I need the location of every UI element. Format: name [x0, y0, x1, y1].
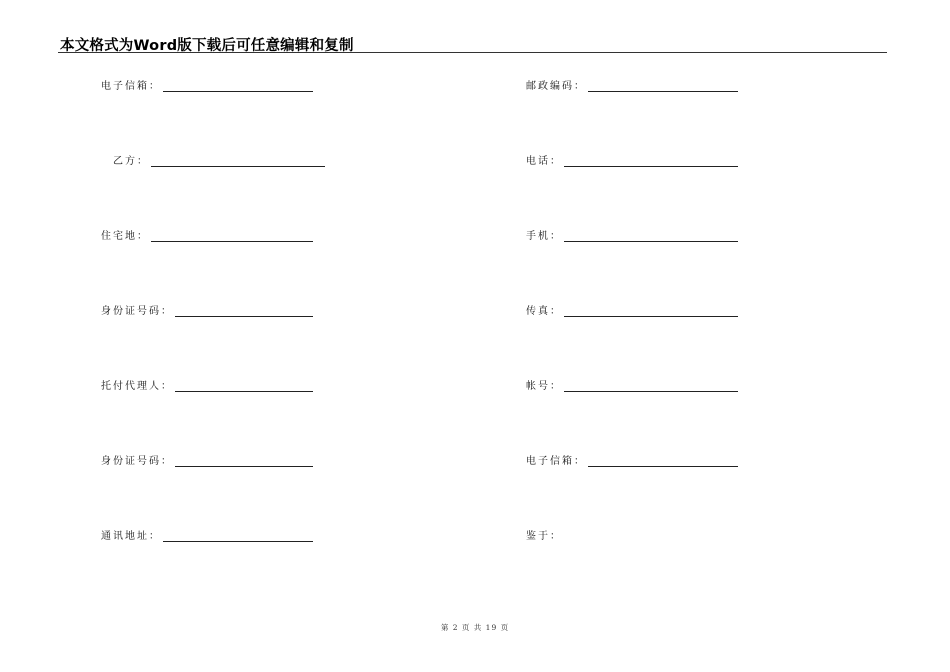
field-label: 住宅地： — [101, 231, 149, 242]
fill-in-line[interactable] — [163, 91, 313, 92]
field-label: 托付代理人： — [101, 381, 173, 392]
field-label: 手机： — [526, 231, 562, 242]
form-field-party-b — [113, 153, 325, 169]
fill-in-line[interactable] — [175, 316, 313, 317]
field-label: 通讯地址： — [101, 531, 161, 542]
fill-in-line[interactable] — [564, 166, 738, 167]
form-field-id-number — [101, 303, 313, 319]
fill-in-line[interactable] — [588, 466, 738, 467]
fill-in-line[interactable] — [175, 391, 313, 392]
field-label: 传真： — [526, 306, 562, 317]
field-label: 身份证号码： — [101, 456, 173, 467]
fill-in-line[interactable] — [163, 541, 313, 542]
fill-in-line[interactable] — [151, 241, 313, 242]
field-label: 电子信箱： — [526, 456, 586, 467]
field-label: 帐号： — [526, 381, 562, 392]
fill-in-line[interactable] — [564, 391, 738, 392]
form-field-account — [526, 378, 738, 394]
form-field-whereas — [526, 528, 562, 544]
form-field-email-left — [101, 78, 313, 94]
form-field-agent-id-number — [101, 453, 313, 469]
fill-in-line[interactable] — [175, 466, 313, 467]
fill-in-line[interactable] — [588, 91, 738, 92]
field-label: 鉴于： — [526, 531, 562, 542]
field-label: 电话： — [526, 156, 562, 167]
header-rule — [58, 52, 887, 53]
fill-in-line[interactable] — [564, 241, 738, 242]
form-field-mailing-address — [101, 528, 313, 544]
fill-in-line[interactable] — [564, 316, 738, 317]
form-field-agent — [101, 378, 313, 394]
field-label: 身份证号码： — [101, 306, 173, 317]
field-label: 乙方： — [113, 156, 149, 167]
form-field-email-right — [526, 453, 738, 469]
page-number-footer: 第 2 页 共 19 页 — [440, 623, 510, 632]
field-label: 电子信箱： — [101, 81, 161, 92]
document-header-title: 本文格式为Word版下载后可任意编辑和复制 — [60, 38, 354, 54]
form-field-postal-code — [526, 78, 738, 94]
form-field-telephone — [526, 153, 738, 169]
form-field-fax — [526, 303, 738, 319]
form-field-residence — [101, 228, 313, 244]
fill-in-line[interactable] — [151, 166, 325, 167]
field-label: 邮政编码： — [526, 81, 586, 92]
form-field-mobile — [526, 228, 738, 244]
